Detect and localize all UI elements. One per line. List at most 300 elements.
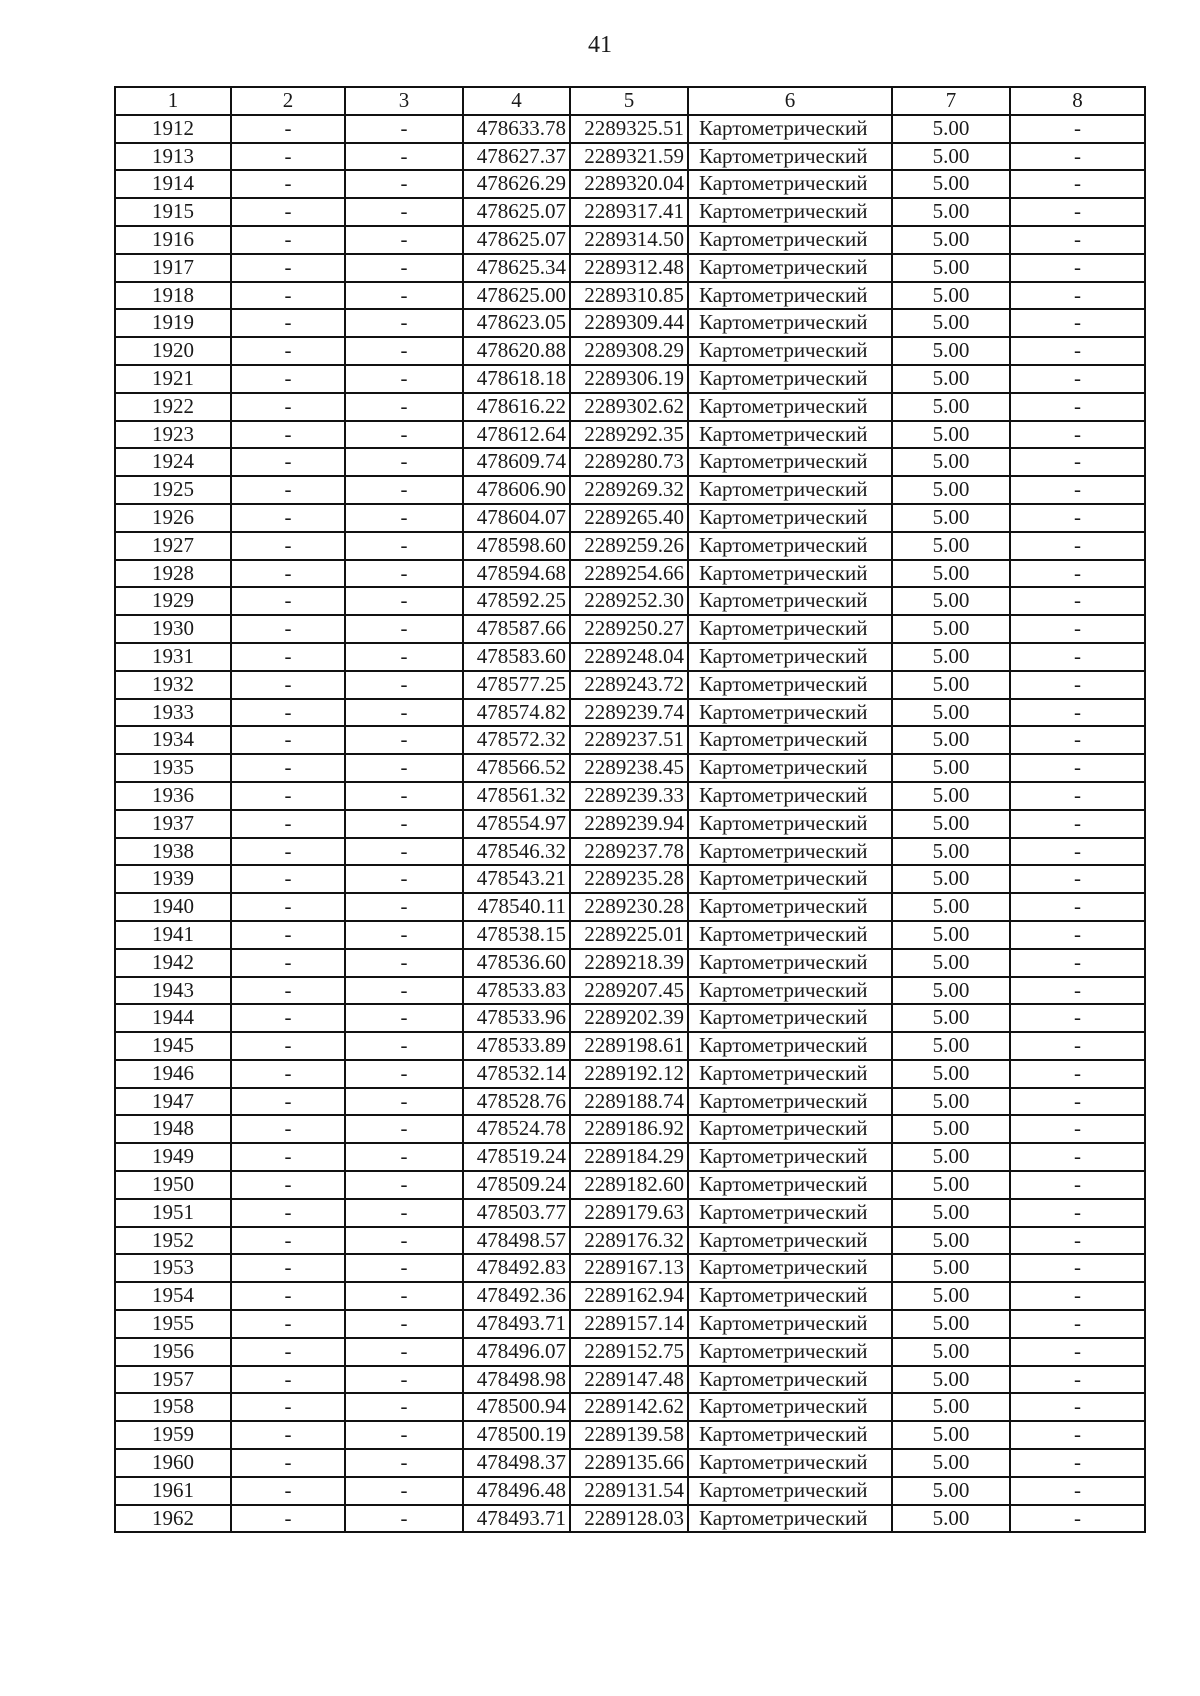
accuracy-cell: 5.00	[892, 810, 1010, 838]
accuracy-cell: 5.00	[892, 949, 1010, 977]
x-coordinate-cell: 478612.64	[463, 421, 570, 449]
col8-cell: -	[1010, 476, 1145, 504]
table-row	[115, 977, 1145, 1005]
col2-cell: -	[231, 1338, 345, 1366]
accuracy-cell: 5.00	[892, 671, 1010, 699]
column-header: 1	[115, 87, 231, 115]
x-coordinate-cell: 478627.37	[463, 143, 570, 171]
x-coordinate-cell: 478493.71	[463, 1505, 570, 1533]
y-coordinate-cell: 2289252.30	[570, 587, 688, 615]
col8-cell: -	[1010, 1115, 1145, 1143]
x-coordinate-cell: 478592.25	[463, 587, 570, 615]
x-coordinate-cell: 478533.89	[463, 1032, 570, 1060]
method-cell: Картометрический	[688, 726, 892, 754]
point-number-cell: 1951	[115, 1199, 231, 1227]
x-coordinate-cell: 478561.32	[463, 782, 570, 810]
y-coordinate-cell: 2289202.39	[570, 1004, 688, 1032]
x-coordinate-cell: 478540.11	[463, 893, 570, 921]
col8-cell: -	[1010, 1338, 1145, 1366]
table-row	[115, 1060, 1145, 1088]
col3-cell: -	[345, 309, 463, 337]
accuracy-cell: 5.00	[892, 170, 1010, 198]
y-coordinate-cell: 2289188.74	[570, 1088, 688, 1116]
method-cell: Картометрический	[688, 1449, 892, 1477]
point-number-cell: 1931	[115, 643, 231, 671]
point-number-cell: 1912	[115, 115, 231, 143]
method-cell: Картометрический	[688, 921, 892, 949]
accuracy-cell: 5.00	[892, 504, 1010, 532]
method-cell: Картометрический	[688, 365, 892, 393]
table-row	[115, 810, 1145, 838]
x-coordinate-cell: 478625.07	[463, 226, 570, 254]
point-number-cell: 1937	[115, 810, 231, 838]
accuracy-cell: 5.00	[892, 1171, 1010, 1199]
point-number-cell: 1957	[115, 1366, 231, 1394]
col8-cell: -	[1010, 1060, 1145, 1088]
col2-cell: -	[231, 1171, 345, 1199]
table-row	[115, 1477, 1145, 1505]
table-row	[115, 448, 1145, 476]
col2-cell: -	[231, 226, 345, 254]
col2-cell: -	[231, 1004, 345, 1032]
y-coordinate-cell: 2289230.28	[570, 893, 688, 921]
table-row	[115, 1366, 1145, 1394]
method-cell: Картометрический	[688, 476, 892, 504]
method-cell: Картометрический	[688, 1505, 892, 1533]
table-row	[115, 1227, 1145, 1255]
col3-cell: -	[345, 977, 463, 1005]
method-cell: Картометрический	[688, 1171, 892, 1199]
col8-cell: -	[1010, 921, 1145, 949]
point-number-cell: 1944	[115, 1004, 231, 1032]
method-cell: Картометрический	[688, 309, 892, 337]
col2-cell: -	[231, 532, 345, 560]
accuracy-cell: 5.00	[892, 1393, 1010, 1421]
method-cell: Картометрический	[688, 393, 892, 421]
table-row	[115, 643, 1145, 671]
y-coordinate-cell: 2289308.29	[570, 337, 688, 365]
table-row	[115, 309, 1145, 337]
accuracy-cell: 5.00	[892, 1338, 1010, 1366]
accuracy-cell: 5.00	[892, 782, 1010, 810]
y-coordinate-cell: 2289280.73	[570, 448, 688, 476]
y-coordinate-cell: 2289182.60	[570, 1171, 688, 1199]
method-cell: Картометрический	[688, 448, 892, 476]
col2-cell: -	[231, 921, 345, 949]
column-header: 7	[892, 87, 1010, 115]
col2-cell: -	[231, 198, 345, 226]
method-cell: Картометрический	[688, 1060, 892, 1088]
x-coordinate-cell: 478633.78	[463, 115, 570, 143]
col8-cell: -	[1010, 560, 1145, 588]
col8-cell: -	[1010, 143, 1145, 171]
accuracy-cell: 5.00	[892, 726, 1010, 754]
col2-cell: -	[231, 754, 345, 782]
accuracy-cell: 5.00	[892, 1505, 1010, 1533]
col2-cell: -	[231, 282, 345, 310]
method-cell: Картометрический	[688, 810, 892, 838]
point-number-cell: 1918	[115, 282, 231, 310]
table-row	[115, 198, 1145, 226]
col8-cell: -	[1010, 726, 1145, 754]
y-coordinate-cell: 2289254.66	[570, 560, 688, 588]
y-coordinate-cell: 2289317.41	[570, 198, 688, 226]
col2-cell: -	[231, 1115, 345, 1143]
col3-cell: -	[345, 448, 463, 476]
point-number-cell: 1956	[115, 1338, 231, 1366]
col8-cell: -	[1010, 1282, 1145, 1310]
method-cell: Картометрический	[688, 337, 892, 365]
y-coordinate-cell: 2289239.94	[570, 810, 688, 838]
col8-cell: -	[1010, 393, 1145, 421]
point-number-cell: 1929	[115, 587, 231, 615]
accuracy-cell: 5.00	[892, 1449, 1010, 1477]
x-coordinate-cell: 478500.94	[463, 1393, 570, 1421]
method-cell: Картометрический	[688, 1254, 892, 1282]
method-cell: Картометрический	[688, 949, 892, 977]
col2-cell: -	[231, 838, 345, 866]
y-coordinate-cell: 2289128.03	[570, 1505, 688, 1533]
col2-cell: -	[231, 170, 345, 198]
col8-cell: -	[1010, 1032, 1145, 1060]
x-coordinate-cell: 478609.74	[463, 448, 570, 476]
col8-cell: -	[1010, 170, 1145, 198]
col8-cell: -	[1010, 1449, 1145, 1477]
x-coordinate-cell: 478532.14	[463, 1060, 570, 1088]
y-coordinate-cell: 2289320.04	[570, 170, 688, 198]
col3-cell: -	[345, 1143, 463, 1171]
col2-cell: -	[231, 448, 345, 476]
point-number-cell: 1926	[115, 504, 231, 532]
col3-cell: -	[345, 865, 463, 893]
method-cell: Картометрический	[688, 643, 892, 671]
col8-cell: -	[1010, 782, 1145, 810]
point-number-cell: 1932	[115, 671, 231, 699]
point-number-cell: 1921	[115, 365, 231, 393]
col2-cell: -	[231, 115, 345, 143]
point-number-cell: 1952	[115, 1227, 231, 1255]
table-row	[115, 337, 1145, 365]
table-row	[115, 1421, 1145, 1449]
accuracy-cell: 5.00	[892, 476, 1010, 504]
accuracy-cell: 5.00	[892, 865, 1010, 893]
col3-cell: -	[345, 643, 463, 671]
point-number-cell: 1950	[115, 1171, 231, 1199]
method-cell: Картометрический	[688, 838, 892, 866]
table-row	[115, 838, 1145, 866]
col3-cell: -	[345, 504, 463, 532]
col2-cell: -	[231, 726, 345, 754]
y-coordinate-cell: 2289218.39	[570, 949, 688, 977]
accuracy-cell: 5.00	[892, 1199, 1010, 1227]
col3-cell: -	[345, 337, 463, 365]
table-row	[115, 921, 1145, 949]
y-coordinate-cell: 2289237.78	[570, 838, 688, 866]
x-coordinate-cell: 478594.68	[463, 560, 570, 588]
col2-cell: -	[231, 476, 345, 504]
col8-cell: -	[1010, 1310, 1145, 1338]
point-number-cell: 1945	[115, 1032, 231, 1060]
col8-cell: -	[1010, 1421, 1145, 1449]
point-number-cell: 1948	[115, 1115, 231, 1143]
method-cell: Картометрический	[688, 1032, 892, 1060]
accuracy-cell: 5.00	[892, 1227, 1010, 1255]
point-number-cell: 1919	[115, 309, 231, 337]
col3-cell: -	[345, 1004, 463, 1032]
x-coordinate-cell: 478626.29	[463, 170, 570, 198]
accuracy-cell: 5.00	[892, 337, 1010, 365]
point-number-cell: 1949	[115, 1143, 231, 1171]
col2-cell: -	[231, 1449, 345, 1477]
col8-cell: -	[1010, 754, 1145, 782]
col8-cell: -	[1010, 226, 1145, 254]
method-cell: Картометрический	[688, 1366, 892, 1394]
table-row	[115, 1393, 1145, 1421]
accuracy-cell: 5.00	[892, 560, 1010, 588]
point-number-cell: 1938	[115, 838, 231, 866]
accuracy-cell: 5.00	[892, 1477, 1010, 1505]
col3-cell: -	[345, 254, 463, 282]
accuracy-cell: 5.00	[892, 532, 1010, 560]
col3-cell: -	[345, 282, 463, 310]
table-row	[115, 365, 1145, 393]
x-coordinate-cell: 478587.66	[463, 615, 570, 643]
point-number-cell: 1942	[115, 949, 231, 977]
x-coordinate-cell: 478598.60	[463, 532, 570, 560]
point-number-cell: 1960	[115, 1449, 231, 1477]
col3-cell: -	[345, 726, 463, 754]
y-coordinate-cell: 2289167.13	[570, 1254, 688, 1282]
table-row	[115, 1171, 1145, 1199]
method-cell: Картометрический	[688, 1004, 892, 1032]
x-coordinate-cell: 478546.32	[463, 838, 570, 866]
x-coordinate-cell: 478500.19	[463, 1421, 570, 1449]
col3-cell: -	[345, 893, 463, 921]
x-coordinate-cell: 478572.32	[463, 726, 570, 754]
col3-cell: -	[345, 1032, 463, 1060]
point-number-cell: 1923	[115, 421, 231, 449]
table-row	[115, 671, 1145, 699]
col2-cell: -	[231, 1143, 345, 1171]
accuracy-cell: 5.00	[892, 754, 1010, 782]
table-row	[115, 865, 1145, 893]
y-coordinate-cell: 2289306.19	[570, 365, 688, 393]
accuracy-cell: 5.00	[892, 643, 1010, 671]
column-header: 4	[463, 87, 570, 115]
col8-cell: -	[1010, 115, 1145, 143]
page-number: 41	[588, 32, 612, 58]
accuracy-cell: 5.00	[892, 977, 1010, 1005]
col2-cell: -	[231, 393, 345, 421]
col3-cell: -	[345, 1199, 463, 1227]
point-number-cell: 1953	[115, 1254, 231, 1282]
point-number-cell: 1958	[115, 1393, 231, 1421]
y-coordinate-cell: 2289157.14	[570, 1310, 688, 1338]
x-coordinate-cell: 478625.07	[463, 198, 570, 226]
point-number-cell: 1930	[115, 615, 231, 643]
col3-cell: -	[345, 1366, 463, 1394]
col3-cell: -	[345, 115, 463, 143]
col3-cell: -	[345, 1088, 463, 1116]
col2-cell: -	[231, 1282, 345, 1310]
point-number-cell: 1916	[115, 226, 231, 254]
y-coordinate-cell: 2289248.04	[570, 643, 688, 671]
col8-cell: -	[1010, 198, 1145, 226]
col8-cell: -	[1010, 977, 1145, 1005]
col8-cell: -	[1010, 1366, 1145, 1394]
table-header-row	[115, 87, 1145, 115]
accuracy-cell: 5.00	[892, 1088, 1010, 1116]
y-coordinate-cell: 2289243.72	[570, 671, 688, 699]
point-number-cell: 1928	[115, 560, 231, 588]
point-number-cell: 1914	[115, 170, 231, 198]
col8-cell: -	[1010, 282, 1145, 310]
accuracy-cell: 5.00	[892, 1032, 1010, 1060]
table-row	[115, 532, 1145, 560]
method-cell: Картометрический	[688, 1477, 892, 1505]
col8-cell: -	[1010, 532, 1145, 560]
x-coordinate-cell: 478618.18	[463, 365, 570, 393]
table-row	[115, 1088, 1145, 1116]
col8-cell: -	[1010, 1254, 1145, 1282]
table-row	[115, 226, 1145, 254]
table-row	[115, 754, 1145, 782]
table-row	[115, 504, 1145, 532]
point-number-cell: 1927	[115, 532, 231, 560]
table-row	[115, 115, 1145, 143]
y-coordinate-cell: 2289302.62	[570, 393, 688, 421]
point-number-cell: 1933	[115, 699, 231, 727]
method-cell: Картометрический	[688, 532, 892, 560]
table-row	[115, 782, 1145, 810]
col3-cell: -	[345, 365, 463, 393]
col3-cell: -	[345, 1477, 463, 1505]
col8-cell: -	[1010, 587, 1145, 615]
method-cell: Картометрический	[688, 115, 892, 143]
method-cell: Картометрический	[688, 754, 892, 782]
col3-cell: -	[345, 560, 463, 588]
accuracy-cell: 5.00	[892, 1254, 1010, 1282]
x-coordinate-cell: 478625.34	[463, 254, 570, 282]
table-row	[115, 254, 1145, 282]
table-row	[115, 1032, 1145, 1060]
point-number-cell: 1946	[115, 1060, 231, 1088]
point-number-cell: 1954	[115, 1282, 231, 1310]
column-header: 5	[570, 87, 688, 115]
col2-cell: -	[231, 893, 345, 921]
table-row	[115, 1449, 1145, 1477]
method-cell: Картометрический	[688, 504, 892, 532]
point-number-cell: 1934	[115, 726, 231, 754]
x-coordinate-cell: 478606.90	[463, 476, 570, 504]
table-row	[115, 1143, 1145, 1171]
method-cell: Картометрический	[688, 421, 892, 449]
col8-cell: -	[1010, 671, 1145, 699]
col3-cell: -	[345, 949, 463, 977]
point-number-cell: 1961	[115, 1477, 231, 1505]
y-coordinate-cell: 2289259.26	[570, 532, 688, 560]
col3-cell: -	[345, 532, 463, 560]
x-coordinate-cell: 478492.36	[463, 1282, 570, 1310]
column-header: 8	[1010, 87, 1145, 115]
accuracy-cell: 5.00	[892, 587, 1010, 615]
x-coordinate-cell: 478492.83	[463, 1254, 570, 1282]
x-coordinate-cell: 478577.25	[463, 671, 570, 699]
table-row	[115, 1282, 1145, 1310]
method-cell: Картометрический	[688, 1143, 892, 1171]
table-row	[115, 421, 1145, 449]
accuracy-cell: 5.00	[892, 1115, 1010, 1143]
accuracy-cell: 5.00	[892, 1143, 1010, 1171]
x-coordinate-cell: 478498.98	[463, 1366, 570, 1394]
x-coordinate-cell: 478498.57	[463, 1227, 570, 1255]
method-cell: Картометрический	[688, 1088, 892, 1116]
method-cell: Картометрический	[688, 1310, 892, 1338]
col3-cell: -	[345, 1310, 463, 1338]
col2-cell: -	[231, 421, 345, 449]
accuracy-cell: 5.00	[892, 393, 1010, 421]
point-number-cell: 1917	[115, 254, 231, 282]
method-cell: Картометрический	[688, 699, 892, 727]
col3-cell: -	[345, 198, 463, 226]
x-coordinate-cell: 478583.60	[463, 643, 570, 671]
x-coordinate-cell: 478538.15	[463, 921, 570, 949]
point-number-cell: 1920	[115, 337, 231, 365]
col2-cell: -	[231, 865, 345, 893]
col8-cell: -	[1010, 838, 1145, 866]
accuracy-cell: 5.00	[892, 1310, 1010, 1338]
accuracy-cell: 5.00	[892, 309, 1010, 337]
col8-cell: -	[1010, 643, 1145, 671]
y-coordinate-cell: 2289192.12	[570, 1060, 688, 1088]
col8-cell: -	[1010, 810, 1145, 838]
table-row	[115, 893, 1145, 921]
x-coordinate-cell: 478616.22	[463, 393, 570, 421]
accuracy-cell: 5.00	[892, 893, 1010, 921]
y-coordinate-cell: 2289147.48	[570, 1366, 688, 1394]
x-coordinate-cell: 478625.00	[463, 282, 570, 310]
col3-cell: -	[345, 782, 463, 810]
col2-cell: -	[231, 254, 345, 282]
accuracy-cell: 5.00	[892, 115, 1010, 143]
column-header: 6	[688, 87, 892, 115]
x-coordinate-cell: 478536.60	[463, 949, 570, 977]
col3-cell: -	[345, 838, 463, 866]
col3-cell: -	[345, 810, 463, 838]
point-number-cell: 1925	[115, 476, 231, 504]
method-cell: Картометрический	[688, 1338, 892, 1366]
col8-cell: -	[1010, 448, 1145, 476]
accuracy-cell: 5.00	[892, 615, 1010, 643]
accuracy-cell: 5.00	[892, 448, 1010, 476]
y-coordinate-cell: 2289135.66	[570, 1449, 688, 1477]
col2-cell: -	[231, 504, 345, 532]
table-row	[115, 1338, 1145, 1366]
y-coordinate-cell: 2289269.32	[570, 476, 688, 504]
accuracy-cell: 5.00	[892, 1421, 1010, 1449]
method-cell: Картометрический	[688, 1393, 892, 1421]
table-row	[115, 1004, 1145, 1032]
accuracy-cell: 5.00	[892, 421, 1010, 449]
table-row	[115, 1505, 1145, 1533]
col3-cell: -	[345, 1338, 463, 1366]
method-cell: Картометрический	[688, 893, 892, 921]
coordinates-table	[114, 86, 1146, 1533]
point-number-cell: 1924	[115, 448, 231, 476]
x-coordinate-cell: 478509.24	[463, 1171, 570, 1199]
col3-cell: -	[345, 1505, 463, 1533]
x-coordinate-cell: 478566.52	[463, 754, 570, 782]
